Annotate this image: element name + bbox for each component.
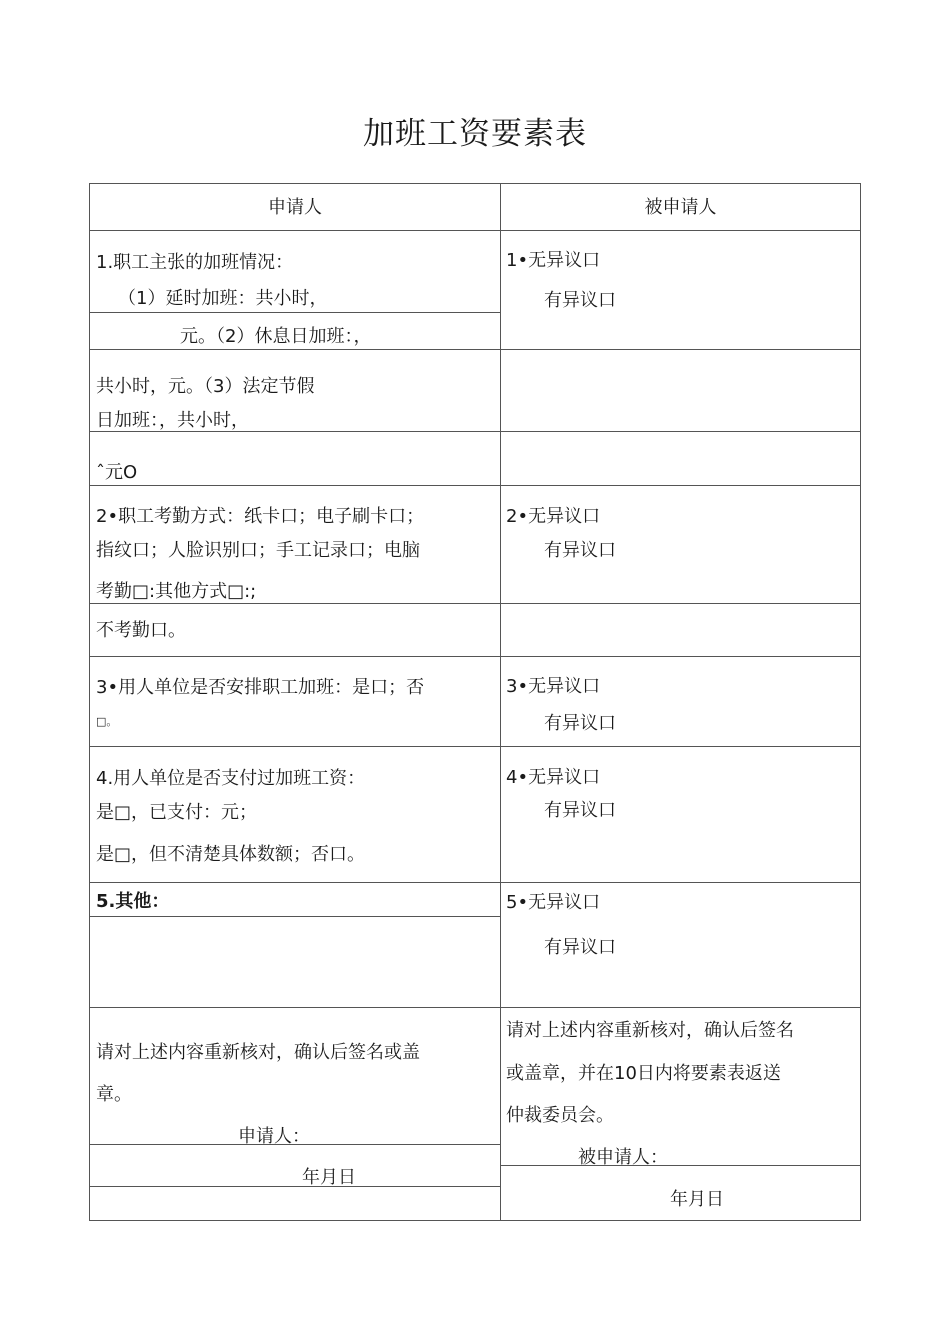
item-2-title: 2•职工考勤方式：纸卡口；电子刷卡口； — [96, 506, 425, 527]
column-divider — [500, 184, 501, 1220]
confirm-text: 章。 — [96, 1084, 132, 1105]
signature-label: 申请人： — [238, 1126, 310, 1147]
r4-objection: 有异议口 — [544, 800, 616, 821]
r2-objection: 有异议口 — [544, 540, 616, 561]
item-3-line: □。 — [96, 715, 118, 728]
header-applicant: 申请人 — [268, 197, 322, 218]
row-divider — [90, 312, 500, 313]
form-table — [89, 183, 861, 1221]
row-divider — [90, 485, 860, 486]
item-1-line: （1）延时加班：共小时， — [118, 288, 328, 309]
row-divider — [500, 1165, 860, 1166]
row-divider — [90, 746, 860, 747]
r5-no-objection: 5•无异议口 — [506, 892, 601, 913]
item-1-line: 元。（2）休息日加班：， — [180, 326, 372, 347]
r2-no-objection: 2•无异议口 — [506, 506, 601, 527]
r3-objection: 有异议口 — [544, 713, 616, 734]
signature-label: 被申请人： — [578, 1147, 668, 1168]
row-divider — [90, 349, 860, 350]
r5-objection: 有异议口 — [544, 937, 616, 958]
item-5-title: 5.其他： — [96, 891, 170, 912]
item-4-line: 是□，但不清楚具体数额；否口。 — [96, 844, 366, 865]
row-divider — [90, 1007, 860, 1008]
item-2-line: 考勤□:其他方式□:; — [96, 581, 257, 602]
page-title: 加班工资要素表 — [363, 116, 587, 152]
row-divider — [90, 603, 860, 604]
confirm-text: 仲裁委员会。 — [506, 1105, 614, 1126]
confirm-text: 请对上述内容重新核对，确认后签名 — [506, 1020, 794, 1041]
item-1-line: 共小时，元。（3）法定节假 — [96, 376, 315, 397]
r4-no-objection: 4•无异议口 — [506, 767, 601, 788]
row-divider — [90, 882, 860, 883]
r3-no-objection: 3•无异议口 — [506, 676, 601, 697]
item-1-line: ˆ元O — [96, 462, 138, 483]
item-3-title: 3•用人单位是否安排职工加班：是口；否 — [96, 677, 425, 698]
row-divider — [90, 230, 860, 231]
item-2-line: 不考勤口。 — [96, 620, 186, 641]
item-2-line: 指纹口；人脸识别口；手工记录口；电脑 — [96, 540, 420, 561]
confirm-text: 或盖章，并在10日内将要素表返送 — [506, 1063, 781, 1084]
r1-no-objection: 1•无异议口 — [506, 250, 601, 271]
date-label: 年月日 — [670, 1189, 724, 1210]
header-respondent: 被申请人 — [644, 197, 717, 218]
r1-objection: 有异议口 — [544, 290, 616, 311]
item-1-line: 日加班：，共小时， — [96, 410, 249, 431]
item-1-title: 1.职工主张的加班情况： — [96, 252, 294, 273]
row-divider — [90, 656, 860, 657]
row-divider — [90, 916, 500, 917]
date-label: 年月日 — [302, 1167, 356, 1188]
item-4-line: 是□，已支付：元； — [96, 802, 258, 823]
item-4-title: 4.用人单位是否支付过加班工资： — [96, 768, 366, 789]
confirm-text: 请对上述内容重新核对，确认后签名或盖 — [96, 1042, 420, 1063]
row-divider — [90, 1186, 500, 1187]
